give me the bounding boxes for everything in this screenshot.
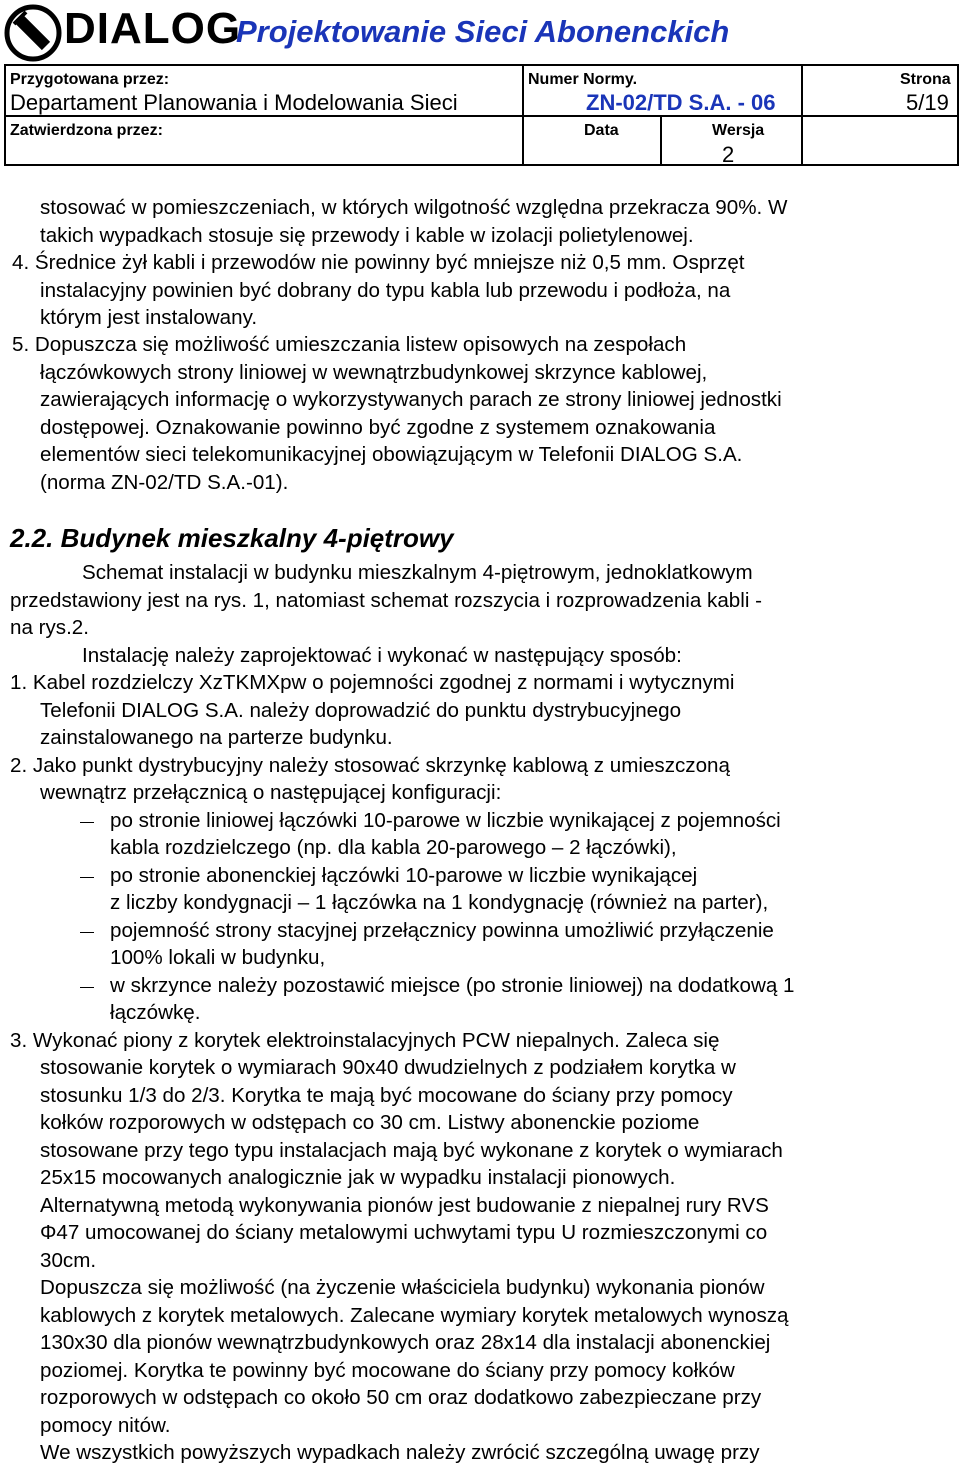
text-line: Instalację należy zaprojektować i wykonać w następujący sposób:: [82, 644, 682, 667]
date-label: Data: [584, 122, 619, 139]
text-line: takich wypadkach stosuje się przewody i kable w izolacji polietylenowej.: [40, 224, 694, 247]
version-value: 2: [722, 142, 735, 167]
text-line: na rys.2.: [10, 616, 89, 639]
text-line: We wszystkich powyższych wypadkach należy zwrócić szczególną uwagę przy: [40, 1441, 760, 1464]
text-line: (norma ZN-02/TD S.A.-01).: [40, 471, 289, 494]
text-line: którym jest instalowany.: [40, 306, 258, 329]
version-label: Wersja: [712, 122, 765, 139]
text-line: 3. Wykonać piony z korytek elektroinstalacyjnych PCW niepalnych. Zaleca się: [10, 1029, 720, 1052]
text-line: Telefonii DIALOG S.A. należy doprowadzić do punktu dystrybucyjnego: [40, 699, 682, 722]
text-line: dostępowej. Oznakowanie powinno być zgodne z systemem oznakowania: [40, 416, 716, 439]
logo-text: DIALOG: [64, 4, 242, 53]
page-header: [0, 0, 960, 64]
document-info-table: [4, 64, 959, 166]
text-line: zawierających informację o wykorzystywanych parach ze strony liniowej jednostki: [40, 388, 782, 411]
list-item: po stronie abonenckiej łączówki 10-parowe w liczbie wynikającej: [110, 864, 698, 887]
list-item: w skrzynce należy pozostawić miejsce (po stronie liniowej) na dodatkową 1: [110, 974, 795, 997]
text-line: 2. Jako punkt dystrybucyjny należy stosować skrzynkę kablową z umieszczoną: [10, 754, 730, 777]
text-line: 30cm.: [40, 1249, 97, 1272]
text-line: poziomej. Korytka te powinny być mocowane do ściany przy pomocy kołków: [40, 1359, 735, 1382]
bullet-dash-icon: [80, 877, 94, 878]
approved-by-label: Zatwierdzona przez:: [10, 122, 163, 139]
text-line: Alternatywną metodą wykonywania pionów jest budowanie z niepalnej rury RVS: [40, 1194, 769, 1217]
list-item: kabla rozdzielczego (np. dla kabla 20-parowego – 2 łączówki),: [110, 836, 677, 859]
list-item: 100% lokali w budynku,: [110, 946, 326, 969]
norm-label: Numer Normy.: [528, 71, 638, 88]
table-divider: [6, 115, 957, 117]
prepared-by-label: Przygotowana przez:: [10, 71, 170, 88]
prepared-by-value: Departament Planowania i Modelowania Sieci: [10, 90, 458, 115]
bullet-dash-icon: [80, 822, 94, 823]
text-line: 5. Dopuszcza się możliwość umieszczania listew opisowych na zespołach: [12, 333, 687, 356]
text-line: łączówkowych strony liniowej w wewnątrzbudynkowej skrzynce kablowej,: [40, 361, 708, 384]
text-line: 130x30 dla pionów wewnątrzbudynkowych oraz 28x14 dla instalacji abonenckiej: [40, 1331, 771, 1354]
text-line: elementów sieci telekomunikacyjnej obowiązującym w Telefonii DIALOG S.A.: [40, 443, 743, 466]
table-divider: [660, 117, 662, 164]
bullet-dash-icon: [80, 987, 94, 988]
list-item: pojemność strony stacyjnej przełącznicy powinna umożliwić przyłączenie: [110, 919, 774, 942]
text-line: 25x15 mocowanych analogicznie jak w wypadku instalacji pionowych.: [40, 1166, 676, 1189]
text-line: wewnątrz przełącznicą o następującej konfiguracji:: [40, 781, 502, 804]
dialog-logo-icon: [4, 4, 62, 62]
text-line: Φ47 umocowanej do ściany metalowymi uchwytami typu U rozmieszczonymi co: [40, 1221, 768, 1244]
section-heading: 2.2. Budynek mieszkalny 4-piętrowy: [10, 523, 454, 553]
norm-value: ZN-02/TD S.A. - 06: [586, 90, 776, 115]
list-item: łączówkę.: [110, 1001, 201, 1024]
text-line: stosunku 1/3 do 2/3. Korytka te mają być mocowane do ściany przy pomocy: [40, 1084, 733, 1107]
text-line: stosowane przy tego typu instalacjach mają być wykonane z korytek o wymiarach: [40, 1139, 783, 1162]
text-line: instalacyjny powinien być dobrany do typu kabla lub przewodu i podłoża, na: [40, 279, 731, 302]
text-line: przedstawiony jest na rys. 1, natomiast schemat rozszycia i rozprowadzenia kabli -: [10, 589, 762, 612]
page-number: 5/19: [906, 90, 949, 115]
text-line: stosować w pomieszczeniach, w których wilgotność względna przekracza 90%. W: [40, 196, 788, 219]
text-line: Dopuszcza się możliwość (na życzenie właściciela budynku) wykonania pionów: [40, 1276, 765, 1299]
text-line: Schemat instalacji w budynku mieszkalnym 4-piętrowym, jednoklatkowym: [82, 561, 753, 584]
document-title: Projektowanie Sieci Abonenckich: [236, 14, 730, 49]
text-line: rozporowych w odstępach co około 50 cm oraz dodatkowo zabezpieczane przy: [40, 1386, 762, 1409]
text-line: 1. Kabel rozdzielczy XzTKMXpw o pojemności zgodnej z normami i wytycznymi: [10, 671, 735, 694]
page-label: Strona: [900, 71, 951, 88]
text-line: pomocy nitów.: [40, 1414, 171, 1437]
text-line: kołków rozporowych w odstępach co 30 cm. Listwy abonenckie poziome: [40, 1111, 700, 1134]
bullet-dash-icon: [80, 932, 94, 933]
list-item: z liczby kondygnacji – 1 łączówka na 1 kondygnację (również na parter),: [110, 891, 769, 914]
text-line: zainstalowanego na parterze budynku.: [40, 726, 393, 749]
text-line: kablowych z korytek metalowych. Zalecane wymiary korytek metalowych wynoszą: [40, 1304, 789, 1327]
list-item: po stronie liniowej łączówki 10-parowe w liczbie wynikającej z pojemności: [110, 809, 781, 832]
text-line: stosowanie korytek o wymiarach 90x40 dwudzielnych z podziałem korytka w: [40, 1056, 736, 1079]
text-line: 4. Średnice żył kabli i przewodów nie powinny być mniejsze niż 0,5 mm. Osprzęt: [12, 251, 745, 274]
